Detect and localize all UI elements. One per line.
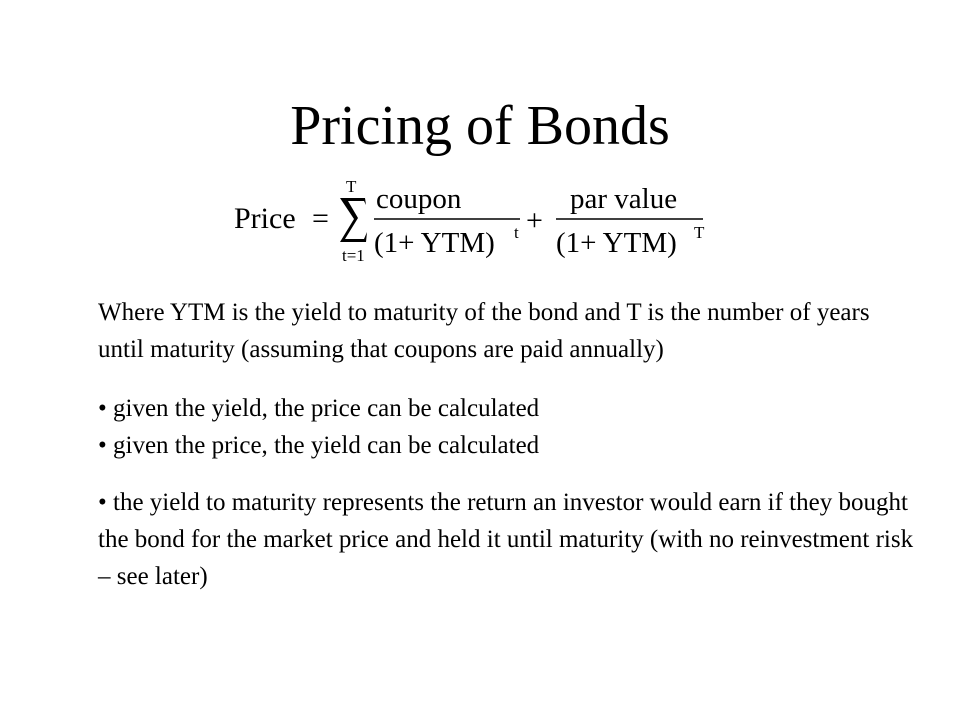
sum-upper-limit: T [346,177,357,196]
term1-exponent: t [514,223,519,242]
sum-lower-limit: t=1 [342,246,365,265]
formula-plus: + [526,204,543,237]
term1-numerator: coupon [376,183,462,215]
definition-paragraph: Where YTM is the yield to maturity of the bond and T is the number of years until maturity (assuming that coupons are paid annually) [98,299,870,363]
term2-exponent: T [694,223,705,242]
bullet-ytm-meaning: • the yield to maturity represents the return an investor would earn if they bought the bond for the market price and held it until maturity (with no reinvestment risk – see later) [98,489,914,590]
price-formula [228,170,728,270]
term2-denominator: (1+ YTM) [556,227,677,259]
formula-equals: = [312,202,329,235]
spacer [98,368,918,390]
term2-numerator: par value [570,183,678,215]
term1-denominator: (1+ YTM) [374,227,495,259]
slide-title: Pricing of Bonds [290,95,670,157]
bullet-yield-to-price: • given the yield, the price can be calculated [98,395,540,422]
formula-lhs: Price [234,202,296,235]
slide-body [98,294,918,595]
bullet-price-to-yield: • given the price, the yield can be calculated [98,432,540,459]
spacer [98,464,918,484]
summation-sign [340,198,367,242]
